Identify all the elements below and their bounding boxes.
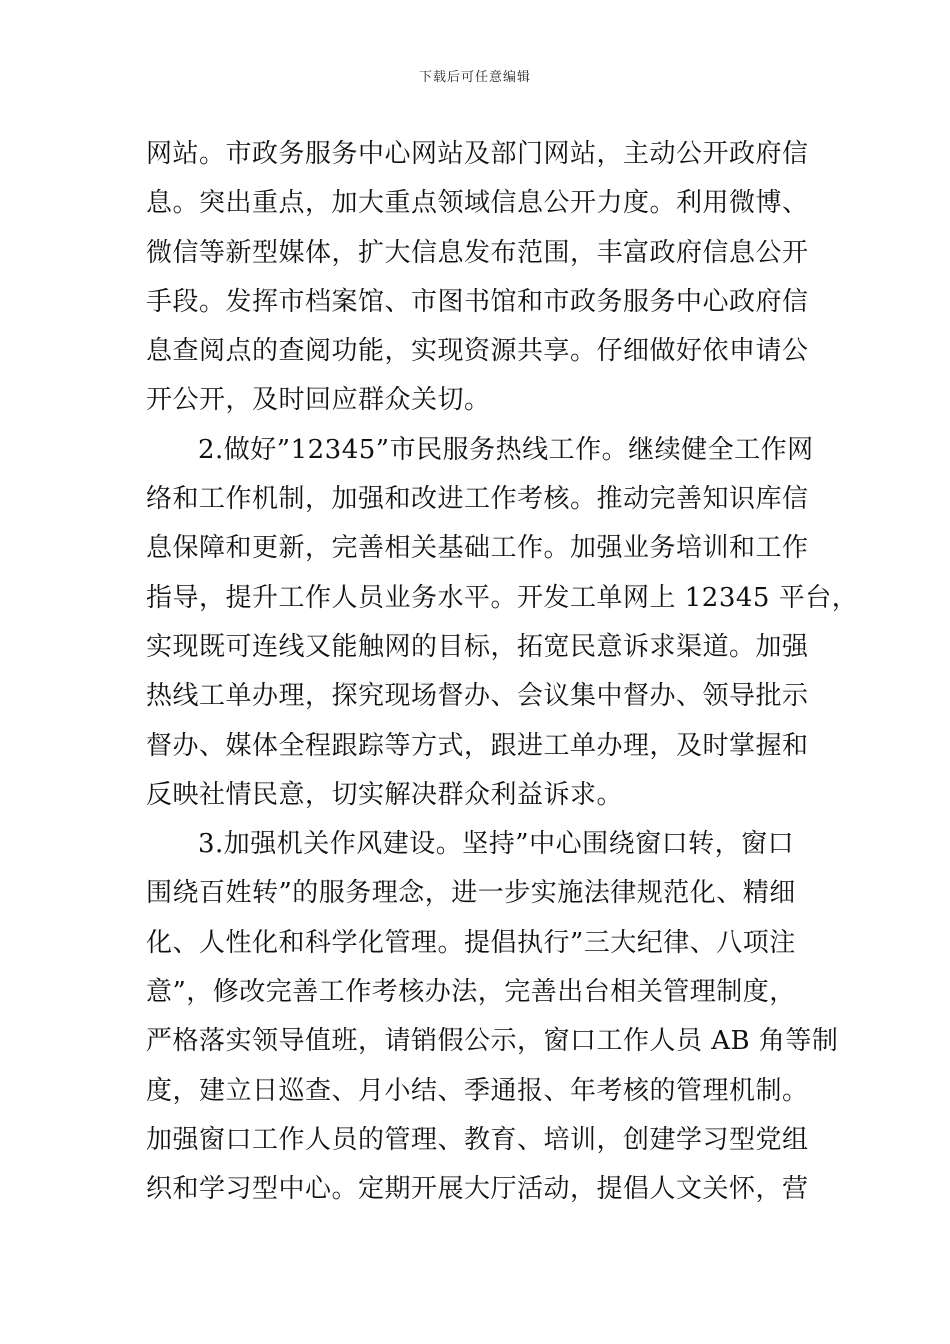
text-line: 息查阅点的查阅功能，实现资源共享。仔细做好依申请公 — [146, 336, 809, 367]
text-line: 息保障和更新，完善相关基础工作。加强业务培训和工作 — [146, 533, 809, 564]
text-line: 意”，修改完善工作考核办法，完善出台相关管理制度， — [146, 977, 796, 1008]
text-line: 反映社情民意，切实解决群众利益诉求。 — [146, 779, 624, 810]
paragraph-start-line: 2.做好”12345”市民服务热线工作。继续健全工作网 — [198, 434, 814, 465]
text-line: 织和学习型中心。定期开展大厅活动，提倡人文关怀，营 — [146, 1174, 809, 1205]
text-line: 严格落实领导值班，请销假公示，窗口工作人员 AB 角等制 — [146, 1026, 839, 1057]
text-line: 督办、媒体全程跟踪等方式，跟进工单办理，及时掌握和 — [146, 730, 809, 761]
document-body — [146, 130, 859, 1215]
text-line: 指导，提升工作人员业务水平。开发工单网上 12345 平台， — [146, 582, 859, 613]
paragraph-start-line: 3.加强机关作风建设。坚持”中心围绕窗口转，窗口 — [198, 829, 795, 860]
text-line: 开公开，及时回应群众关切。 — [146, 385, 491, 416]
page-header: 下载后可任意编辑 — [418, 70, 531, 85]
text-line: 度，建立日巡查、月小结、季通报、年考核的管理机制。 — [146, 1075, 809, 1106]
text-line: 热线工单办理，探究现场督办、会议集中督办、领导批示 — [146, 681, 809, 712]
text-line: 实现既可连线又能触网的目标，拓宽民意诉求渠道。加强 — [146, 631, 809, 662]
text-line: 网站。市政务服务中心网站及部门网站，主动公开政府信 — [146, 139, 809, 169]
text-line: 加强窗口工作人员的管理、教育、培训，创建学习型党组 — [146, 1124, 809, 1155]
text-line: 息。突出重点，加大重点领域信息公开力度。利用微博、 — [146, 188, 809, 219]
text-line: 微信等新型媒体，扩大信息发布范围，丰富政府信息公开 — [146, 237, 809, 268]
text-line: 围绕百姓转”的服务理念，进一步实施法律规范化、精细 — [146, 878, 796, 909]
text-line: 化、人性化和科学化管理。提倡执行”三大纪律、八项注 — [146, 927, 796, 958]
text-line: 手段。发挥市档案馆、市图书馆和市政务服务中心政府信 — [146, 286, 809, 317]
text-line: 络和工作机制，加强和改进工作考核。推动完善知识库信 — [146, 484, 809, 515]
